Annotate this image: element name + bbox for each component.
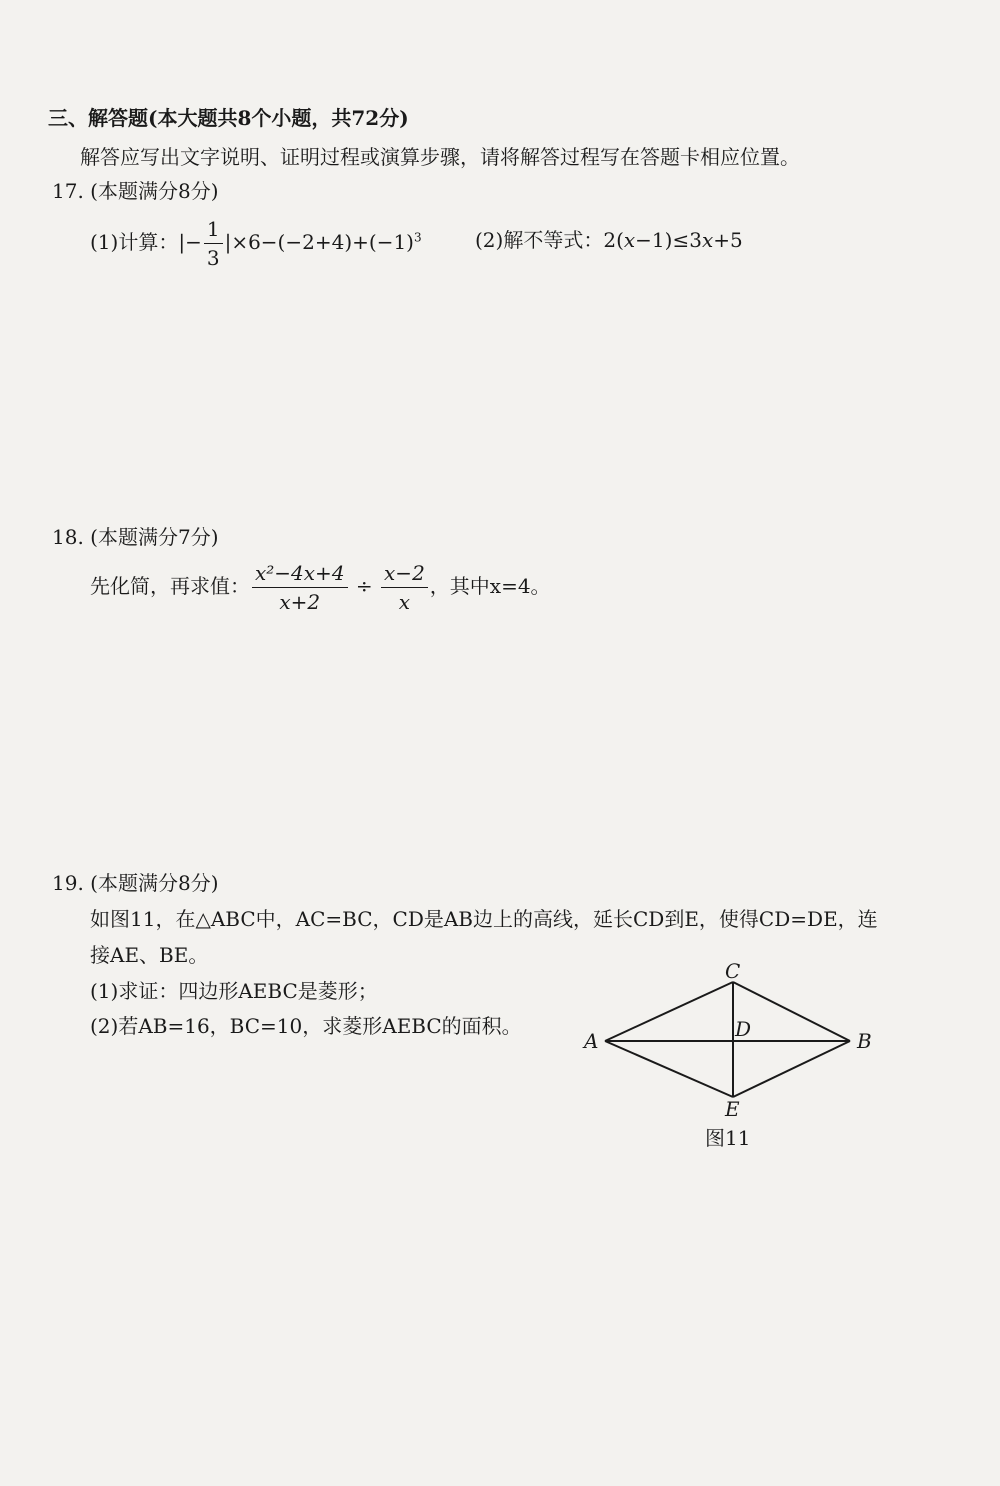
- q18-frac1-den: x+2: [279, 590, 321, 614]
- label-c: C: [725, 959, 741, 983]
- label-b: B: [857, 1029, 872, 1053]
- q18-label: 先化简，再求值：: [90, 574, 250, 598]
- section-heading: 三、解答题(本大题共8个小题，共72分): [48, 106, 409, 130]
- q17-part1: [90, 218, 422, 269]
- label-a: A: [584, 1029, 599, 1053]
- segment-ae: [605, 1041, 733, 1097]
- q17-part1-post: |×6−(−2+4)+(−1): [224, 230, 414, 254]
- q17-part1-label: (1)计算：: [90, 230, 179, 254]
- q18-fraction-2: [381, 562, 428, 613]
- segment-eb: [733, 1041, 850, 1097]
- q18-expression: [90, 562, 551, 613]
- q18-fraction-1: [252, 562, 348, 613]
- q19-line2: 接AE、BE。: [90, 943, 209, 967]
- q17-header: 17. (本题满分8分): [52, 179, 219, 203]
- q17-part2: [475, 230, 743, 250]
- q17-part2-label: (2)解不等式：: [475, 228, 604, 252]
- q17-part2-var-2: x: [701, 228, 714, 252]
- q18-tail: ，其中x=4。: [429, 574, 551, 598]
- q17-frac-num: 1: [204, 218, 223, 244]
- label-e: E: [725, 1097, 740, 1121]
- q17-fraction: [204, 218, 223, 269]
- section-instruction: 解答应写出文字说明、证明过程或演算步骤，请将解答过程写在答题卡相应位置。: [80, 145, 800, 169]
- q17-frac-den: 3: [206, 246, 220, 270]
- figure-caption: 图11: [705, 1126, 751, 1150]
- q17-part2-expr-c: +5: [713, 228, 743, 252]
- label-d: D: [735, 1017, 752, 1041]
- q17-part1-pre: |−: [178, 230, 202, 254]
- q18-frac1-num: x²−4x+4: [252, 562, 348, 588]
- q17-part2-expr-b: −1)≤3: [635, 228, 702, 252]
- segment-ac: [605, 982, 733, 1041]
- q18-frac2-num: x−2: [381, 562, 428, 588]
- q18-frac2-den: x: [398, 590, 411, 614]
- q19-header: 19. (本题满分8分): [52, 871, 219, 895]
- q17-part1-exp: 3: [413, 230, 422, 245]
- rhombus-figure: [575, 955, 895, 1155]
- q19-line1: 如图11，在△ABC中，AC=BC，CD是AB边上的高线，延长CD到E，使得CD=DE，连: [90, 907, 878, 931]
- q17-part2-expr-a: 2(: [603, 228, 624, 252]
- q18-header: 18. (本题满分7分): [52, 525, 219, 549]
- q19-part2: (2)若AB=16，BC=10，求菱形AEBC的面积。: [90, 1014, 522, 1038]
- q19-part1: (1)求证：四边形AEBC是菱形；: [90, 979, 378, 1003]
- q18-divide-op: ÷: [355, 574, 373, 598]
- q17-part2-var: x: [623, 228, 636, 252]
